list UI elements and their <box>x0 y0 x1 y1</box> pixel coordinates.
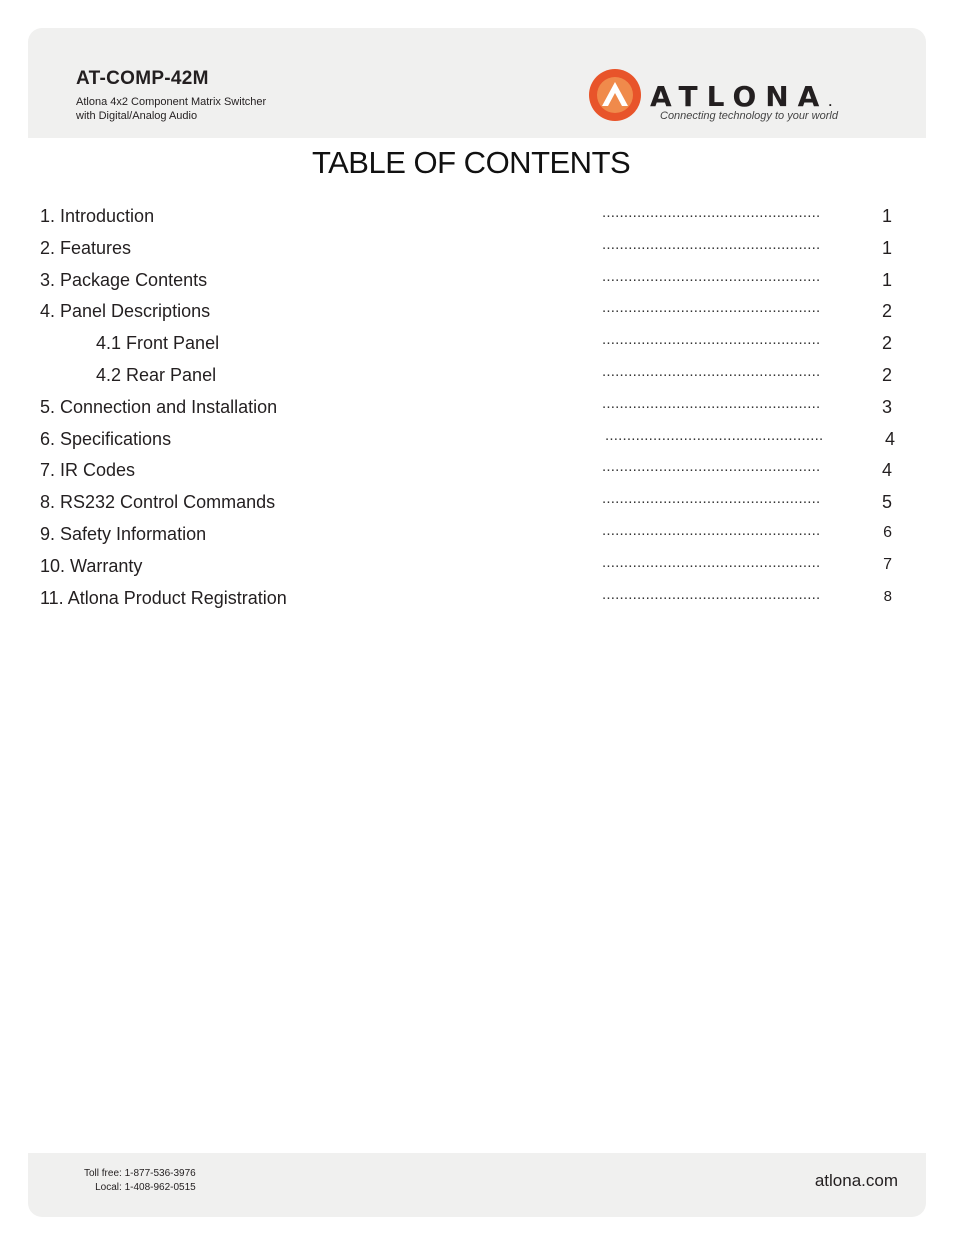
toc-row-front-panel[interactable] <box>0 331 954 363</box>
toc-label: 1. Introduction <box>40 206 155 226</box>
toc-dots: .................................................. <box>602 490 821 508</box>
page-header <box>28 28 926 138</box>
toc-dots: .................................................. <box>602 204 821 221</box>
product-subtitle <box>76 95 266 123</box>
toc-label: 3. Package Contents <box>40 269 208 290</box>
toc-label: 2. Features <box>40 237 132 258</box>
toc-dots: .................................................. <box>602 585 821 603</box>
toc-label: 5. Connection and Installation <box>40 396 278 417</box>
toc-page-number: 1 <box>881 206 892 226</box>
page-title: TABLE OF CONTENTS <box>312 145 631 180</box>
page-footer <box>28 1153 926 1217</box>
toc-dots: .................................................. <box>602 331 821 349</box>
logo-wordmark: ATLONA. <box>650 80 833 113</box>
toc-dots: .................................................. <box>602 458 821 476</box>
website-link[interactable]: atlona.com <box>814 1171 898 1190</box>
toc-label: 8. RS232 Control Commands <box>40 492 276 513</box>
toc-row-panel-descriptions[interactable] <box>0 299 954 331</box>
local-number: Local: 1-408-962-0515 <box>95 1182 196 1193</box>
toc-page-number: 5 <box>881 492 892 513</box>
toc-page-number: 1 <box>881 269 892 290</box>
atlona-logo-mark-icon <box>588 68 642 122</box>
subtitle-line-1: Atlona 4x2 Component Matrix Switcher <box>76 96 267 108</box>
toc-dots: .................................................. <box>602 362 821 380</box>
atlona-logo <box>588 68 888 124</box>
toc-row-ir-codes[interactable] <box>0 458 954 490</box>
toc-row-product-registration[interactable] <box>0 586 954 618</box>
toc-row-warranty[interactable] <box>0 554 954 586</box>
toll-free-number: Toll free: 1-877-536-3976 <box>84 1168 196 1179</box>
toc-dots: .................................................. <box>602 235 821 253</box>
subtitle-line-2: with Digital/Analog Audio <box>76 110 198 122</box>
toc-row-introduction[interactable] <box>0 204 954 236</box>
toc-page-number: 1 <box>881 237 892 258</box>
table-of-contents <box>0 204 954 617</box>
toc-label: 9. Safety Information <box>40 523 207 544</box>
toc-label: 10. Warranty <box>40 555 143 576</box>
toc-dots: .................................................. <box>602 521 821 539</box>
toc-page-number: 4 <box>884 428 895 449</box>
toc-dots: .................................................. <box>602 394 821 412</box>
toc-label: 11. Atlona Product Registration <box>40 587 287 608</box>
toc-row-package-contents[interactable] <box>0 268 954 300</box>
toc-dots: .................................................. <box>602 299 821 317</box>
toc-page-number: 2 <box>881 301 892 322</box>
toc-row-specifications[interactable] <box>0 427 954 459</box>
product-model: AT-COMP-42M <box>76 68 209 89</box>
toc-page-number: 8 <box>883 587 892 605</box>
toc-page-number: 2 <box>881 333 892 354</box>
toc-label: 6. Specifications <box>40 428 172 449</box>
toc-label: 4. Panel Descriptions <box>40 301 211 322</box>
logo-tagline: Connecting technology to your world <box>660 110 838 122</box>
toc-page-number: 7 <box>883 555 892 573</box>
toc-label: 4.2 Rear Panel <box>96 364 217 385</box>
toc-row-connection-installation[interactable] <box>0 395 954 427</box>
toc-label: 7. IR Codes <box>40 460 136 481</box>
toc-row-rear-panel[interactable] <box>0 363 954 395</box>
toc-page-number: 3 <box>881 396 892 417</box>
toc-page-number: 4 <box>881 460 892 481</box>
toc-page-number: 2 <box>881 364 892 385</box>
contact-phones <box>84 1167 196 1195</box>
toc-row-features[interactable] <box>0 236 954 268</box>
toc-label: 4.1 Front Panel <box>96 333 220 354</box>
toc-dots: .................................................. <box>602 553 821 571</box>
toc-row-rs232-commands[interactable] <box>0 490 954 522</box>
toc-row-safety-information[interactable] <box>0 522 954 554</box>
toc-dots: .................................................. <box>602 267 821 285</box>
toc-page-number: 6 <box>883 523 892 541</box>
toc-dots: .................................................. <box>605 426 824 444</box>
